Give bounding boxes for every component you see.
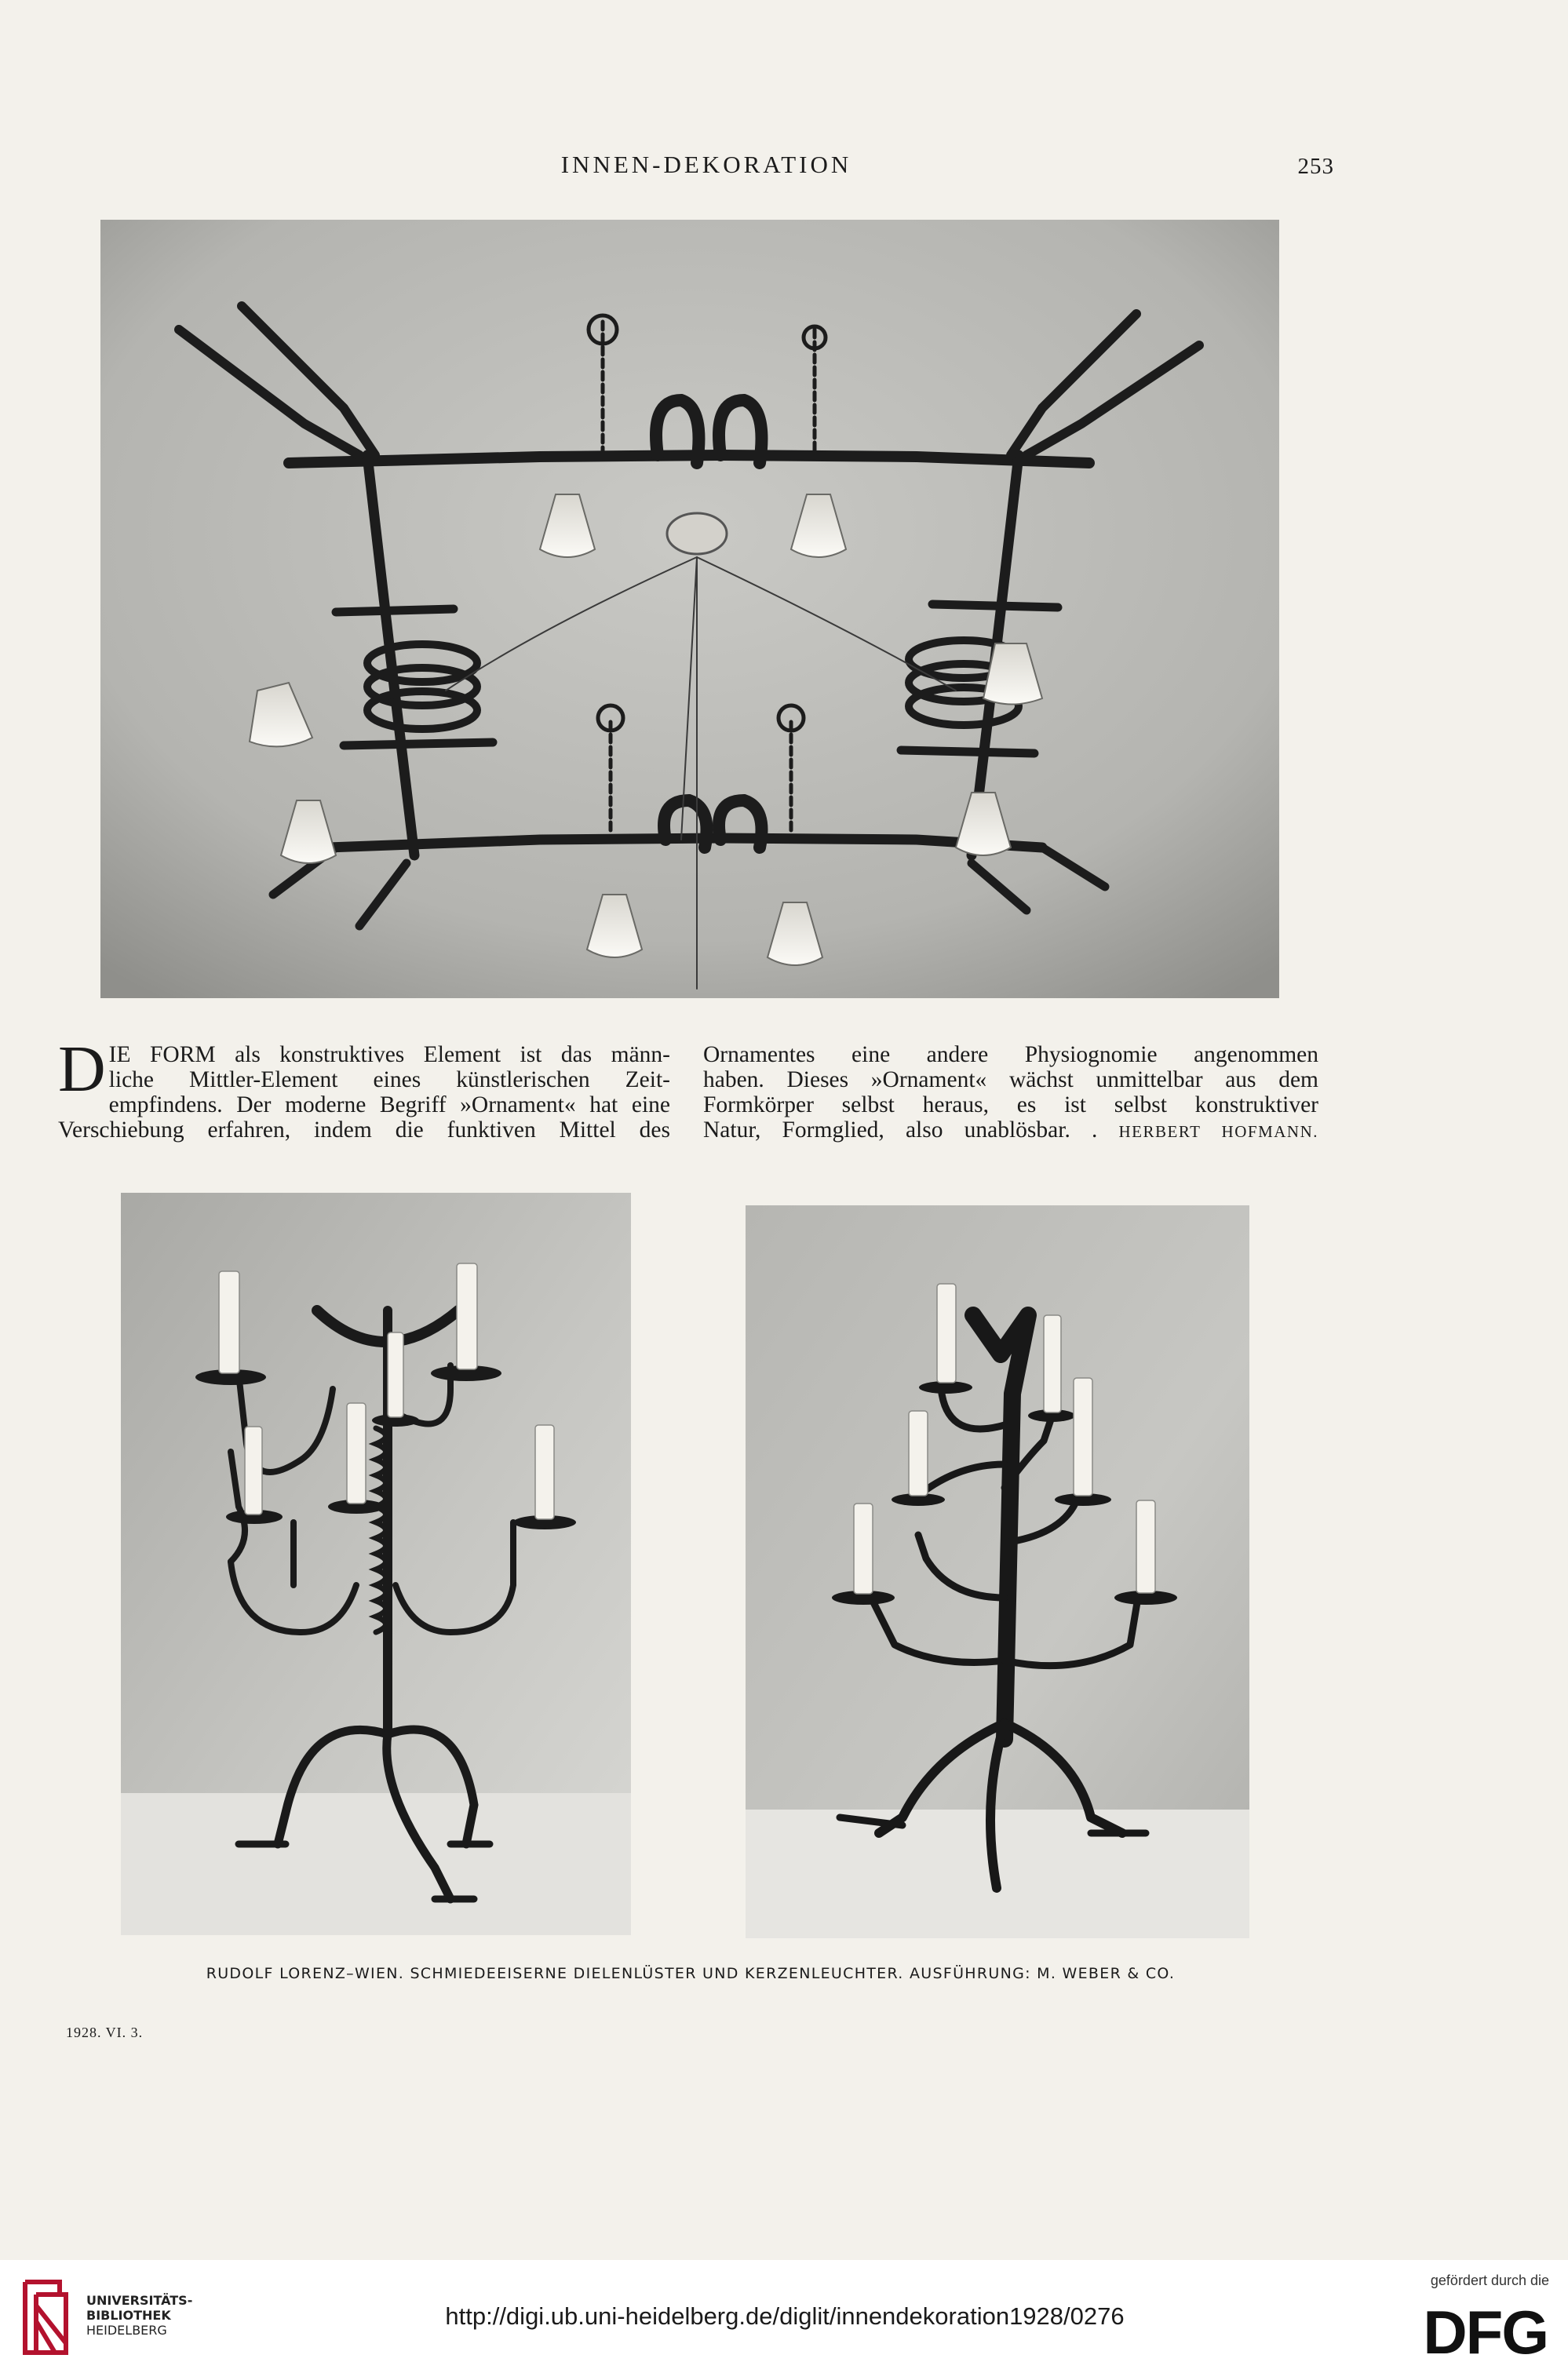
text-line: Ornamentes eine andere Physiognomie angenommen <box>703 1042 1318 1067</box>
candelabra-photo-right <box>746 1205 1249 1938</box>
running-head: INNEN-DEKORATION <box>560 151 852 178</box>
funding-tagline: gefördert durch die <box>1430 2273 1549 2288</box>
issue-signature: 1928. VI. 3. <box>66 2025 144 2040</box>
text-line: liche Mittler-Element eines künstlerischen Zeit- <box>108 1067 670 1092</box>
text-line: Formkörper selbst heraus, es ist selbst konstruktiver <box>703 1092 1318 1117</box>
dfg-logo: DFG <box>1423 2298 1548 2367</box>
chandelier-photo <box>100 220 1279 998</box>
text-line: Verschiebung erfahren, indem die funktiven Mittel des <box>58 1117 670 1143</box>
page-number: 253 <box>1297 154 1334 179</box>
author-signature: HERBERT HOFMANN. <box>1118 1122 1318 1141</box>
text-line: IE FORM als konstruktives Element ist das männ- <box>108 1042 670 1067</box>
permalink-url[interactable]: http://digi.ub.uni-heidelberg.de/diglit/innendekoration1928/0276 <box>445 2302 1125 2330</box>
digitization-footer <box>0 2260 1568 2373</box>
university-library-name <box>86 2293 192 2338</box>
drop-cap: D <box>58 1033 106 1106</box>
library-name-line: UNIVERSITÄTS- <box>86 2293 193 2308</box>
university-library-logo-icon <box>19 2274 74 2360</box>
text-line-with-author <box>703 1117 1318 1144</box>
figure-caption: RUDOLF LORENZ–WIEN. SCHMIEDEEISERNE DIELENLÜSTER UND KERZENLEUCHTER. AUSFÜHRUNG: M. WEBER & CO. <box>206 1965 1176 1982</box>
text-line: empfindens. Der moderne Begriff »Ornament« hat eine <box>108 1092 670 1117</box>
text-line: Natur, Formglied, also unablösbar. . <box>703 1117 1098 1143</box>
candelabra-photo-left <box>121 1193 631 1935</box>
article-column-right <box>703 1042 1318 1144</box>
library-name-line: BIBLIOTHEK <box>86 2308 171 2323</box>
library-name-line: HEIDELBERG <box>86 2323 167 2338</box>
text-line: haben. Dieses »Ornament« wächst unmittelbar aus dem <box>703 1067 1318 1092</box>
article-column-left <box>58 1033 670 1143</box>
